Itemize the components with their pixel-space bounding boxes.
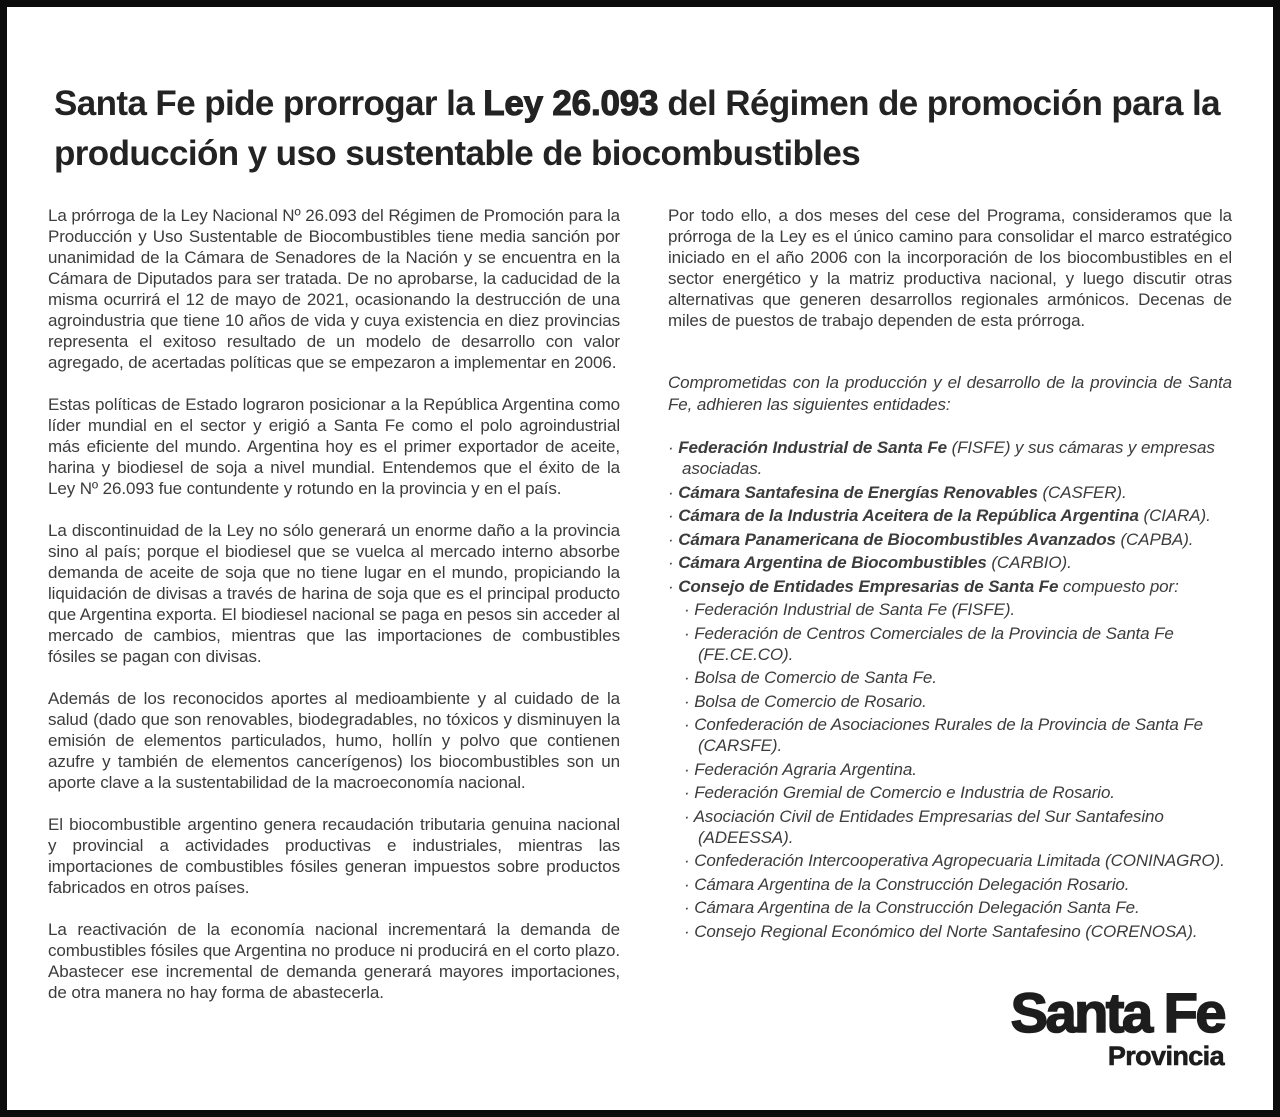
left-column [48, 205, 620, 1024]
entity-detail: (CASFER). [1037, 482, 1127, 502]
bullet-glyph: · [684, 668, 695, 687]
body-paragraph: El biocombustible argentino genera recaudación tributaria genuina nacional y provincial a actividades productivas e industriales, mientras las importaciones de combustibles fósiles generan impuestos sobre productos fabricados en otros países. [48, 815, 620, 897]
entity-name: Cámara Argentina de Biocombustibles [678, 553, 987, 572]
entity-detail: Cámara Argentina de la Construcción Delegación Rosario. [694, 874, 1130, 894]
entity-list-item [684, 782, 1232, 803]
bullet-glyph: · [668, 529, 679, 549]
right-column [668, 205, 1232, 1024]
entity-detail: (CAPBA). [1115, 529, 1194, 549]
title-segment-post: del Régimen de promoción para la producción y uso sustentable de biocombustibles [54, 84, 1220, 173]
entity-detail: (FISFE) y sus cámaras y empresas asociadas. [682, 438, 1215, 478]
santa-fe-provincia-logo [1010, 981, 1224, 1071]
entity-name: Federación Industrial de Santa Fe [678, 438, 947, 457]
bullet-glyph: · [668, 482, 679, 502]
entity-name: Cámara Santafesina de Energías Renovables [678, 482, 1038, 502]
bullet-glyph: · [684, 783, 695, 802]
entity-detail: Asociación Civil de Entidades Empresarias del Sur Santafesino (ADEESSA). [693, 806, 1164, 847]
entity-detail: (CIARA). [1138, 506, 1211, 525]
entity-list-item [684, 667, 1232, 688]
entity-list-item [668, 529, 1232, 550]
bullet-glyph: · [684, 898, 695, 917]
title-law-number: Ley 26.093 [483, 84, 659, 123]
bullet-glyph: · [684, 691, 695, 711]
entity-list-item [668, 482, 1232, 503]
bullet-glyph: · [684, 874, 695, 894]
bullet-glyph: · [668, 576, 679, 596]
bullet-glyph: · [684, 623, 695, 643]
bullet-glyph: · [684, 759, 695, 779]
bullet-glyph: · [684, 600, 695, 619]
entity-list-item [684, 850, 1232, 871]
body-paragraph: La discontinuidad de la Ley no sólo generará un enorme daño a la provincia sino al país; porque el biodiesel que se vuelca al mercado interno absorbe demanda de aceite de soja que no tiene lugar en el mundo, propiciando la liquidación de divisas a través de harina de soja que es el principal producto que Argentina exporta. El biodiesel nacional se paga en pesos sin acceder al mercado de cambios, mientras que las importaciones de combustibles fósiles se pagan con divisas. [48, 521, 620, 666]
entity-detail: Cámara Argentina de la Construcción Delegación Santa Fe. [694, 898, 1140, 917]
entity-name: Cámara de la Industria Aceitera de la República Argentina [678, 506, 1139, 525]
entity-list-item [668, 552, 1232, 573]
document-content [7, 79, 1273, 1024]
entity-detail: Bolsa de Comercio de Santa Fe. [694, 668, 937, 687]
entity-detail: Federación Agraria Argentina. [694, 759, 917, 779]
logo-name-text: Santa Fe [1010, 981, 1224, 1044]
body-paragraph: La reactivación de la economía nacional incrementará la demanda de combustibles fósiles que Argentina no produce ni producirá en el corto plazo. Abastecer ese incremental de demanda generará mayores importaciones, de otra manera no hay forma de abastecerla. [48, 920, 620, 1002]
entity-list-item [684, 806, 1232, 848]
body-paragraph: Además de los reconocidos aportes al medioambiente y al cuidado de la salud (dado que son renovables, biodegradables, no tóxicos y disminuyen la emisión de elementos particulados, humo, hollín y polvo que contienen azufre y también de elementos cancerígenos) los biocombustibles son un aporte clave a la sustentabilidad de la macroeconomía nacional. [48, 689, 620, 792]
entity-list-item [684, 874, 1232, 895]
bullet-glyph: · [668, 553, 679, 572]
entity-detail: Confederación de Asociaciones Rurales de la Provincia de Santa Fe (CARSFE). [694, 715, 1204, 755]
lead-paragraph: Por todo ello, a dos meses del cese del Programa, consideramos que la prórroga de la Ley es el único camino para consolidar el marco estratégico iniciado en el año 2006 con la incorporación de los biocombustibles en el sector energético y la matriz productiva nacional, y luego discutir otras alternativas que generen desarrollos regionales armónicos. Decenas de miles de puestos de trabajo dependen de esta prórroga. [668, 206, 1232, 330]
entities-list [668, 437, 1232, 942]
entity-detail: Federación de Centros Comerciales de la Provincia de Santa Fe (FE.CE.CO). [694, 623, 1174, 664]
entity-list-item [684, 599, 1232, 620]
body-paragraph: La prórroga de la Ley Nacional Nº 26.093 del Régimen de Promoción para la Producción y Uso Sustentable de Biocombustibles tiene media sanción por unanimidad de la Cámara de Senadores de la Nación y se encuentra en la Cámara de Diputados para ser tratada. De no aprobarse, la caducidad de la misma ocurrirá el 12 de mayo de 2021, ocasionando la destrucción de una agroindustria que tiene 10 años de vida y cuya existencia en diez provincias representa el exitoso resultado de un modelo de desarrollo con valor agregado, de acertadas políticas que se empezaron a implementar en 2006. [48, 206, 620, 372]
entity-list-item [684, 921, 1232, 942]
entity-list-item [684, 759, 1232, 780]
entity-detail: Federación Gremial de Comercio e Industria de Rosario. [694, 783, 1115, 802]
logo-subtitle-text: Provincia [1107, 1041, 1224, 1071]
bullet-glyph: · [684, 921, 695, 941]
entity-list-item [684, 897, 1232, 918]
entity-list-item [684, 691, 1232, 712]
bullet-glyph: · [684, 715, 695, 734]
entity-list-item [684, 623, 1232, 665]
entity-list-item [668, 437, 1232, 479]
entity-detail: compuesto por: [1058, 576, 1179, 596]
entity-detail: Bolsa de Comercio de Rosario. [694, 691, 927, 711]
entity-list-item [668, 505, 1232, 526]
bullet-glyph: · [668, 438, 679, 457]
entity-name: Cámara Panamericana de Biocombustibles Avanzados [678, 529, 1116, 549]
entity-detail: (CARBIO). [986, 553, 1072, 572]
entity-detail: Confederación Intercooperativa Agropecuaria Limitada (CONINAGRO). [694, 851, 1225, 870]
entity-list-item [668, 576, 1232, 597]
entity-list-item [684, 714, 1232, 756]
entity-name: Consejo de Entidades Empresarias de Santa Fe [678, 576, 1059, 596]
entities-intro: Comprometidas con la producción y el desarrollo de la provincia de Santa Fe, adhieren las siguientes entidades: [668, 373, 1232, 414]
two-column-body [48, 205, 1232, 1024]
entity-detail: Consejo Regional Económico del Norte Santafesino (CORENOSA). [694, 921, 1198, 941]
bullet-glyph: · [684, 806, 694, 826]
page-title [54, 79, 1226, 179]
body-paragraph: Estas políticas de Estado lograron posicionar a la República Argentina como líder mundial en el sector y erigió a Santa Fe como el polo agroindustrial más eficiente del mundo. Argentina hoy es el primer exportador de aceite, harina y biodiesel de soja a nivel mundial. Entendemos que el éxito de la Ley Nº 26.093 fue contundente y rotundo en la provincia y en el país. [48, 395, 620, 498]
bullet-glyph: · [684, 851, 695, 870]
title-segment-pre: Santa Fe pide prorrogar la [54, 84, 484, 123]
bullet-glyph: · [668, 506, 679, 525]
entity-detail: Federación Industrial de Santa Fe (FISFE). [694, 600, 1016, 619]
